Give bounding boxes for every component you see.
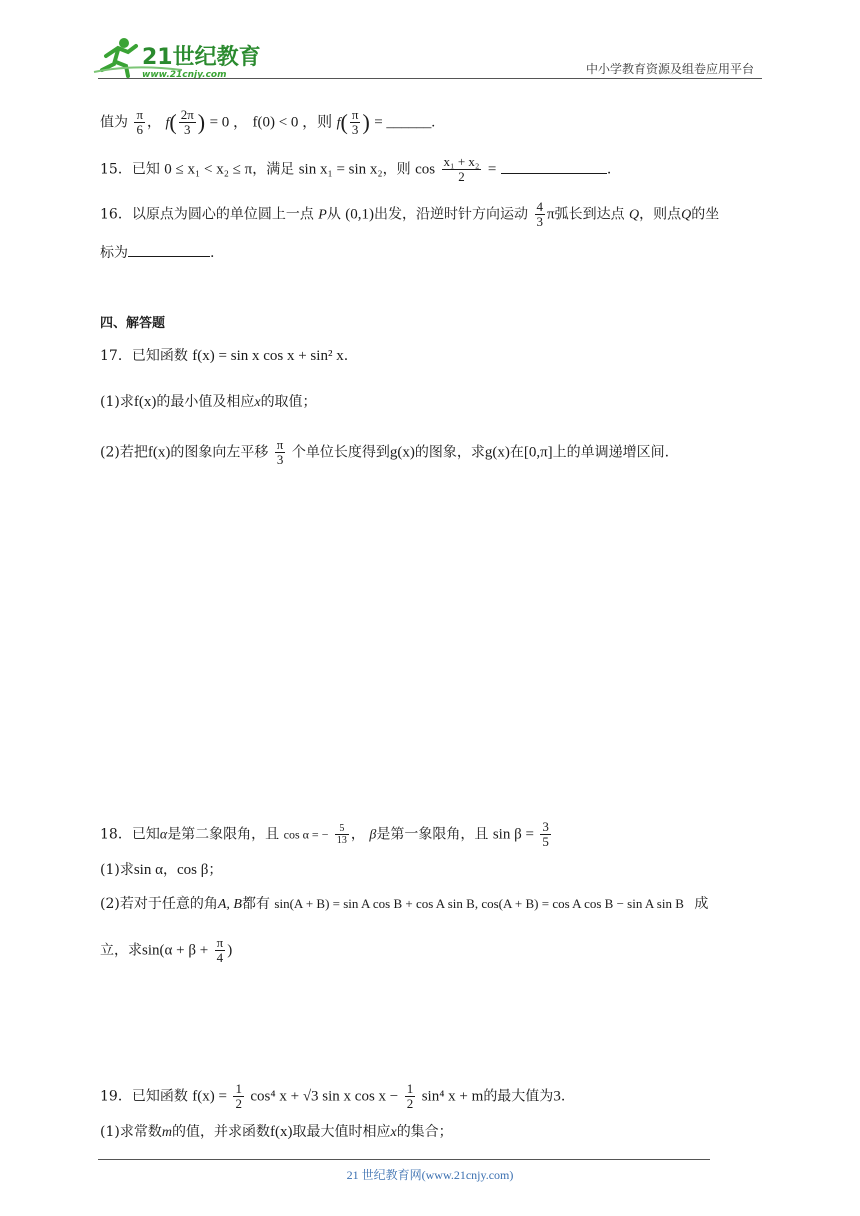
answer-blank-15[interactable]	[501, 159, 607, 174]
logo-url-text: www.21cnjy.com	[142, 70, 227, 80]
answer-blank-16[interactable]	[128, 242, 210, 257]
question-18-part-2: (2)若对于任意的角A, B都有 sin(A + B) = sin A cos B + cos A sin B, cos(A + B) = cos A cos B − sin A sin B 成	[100, 896, 709, 912]
question-18: 18．已知α是第二象限角，且 cos α = − $\frac{5}{13}$ ， β是第一象限角，且 sin β = $\frac{3}{5}$	[100, 819, 549, 849]
footer-link[interactable]: 21 世纪教育网(www.21cnjy.com)	[346, 1168, 514, 1182]
question-17-part-2: (2)若把f(x)的图象向左平移 $\frac{\pi}{3}$ 个单位长度得到g(x)的图象，求g(x)在[0,π]上的单调递增区间.	[100, 437, 670, 467]
section-heading: 四、解答题	[100, 316, 166, 331]
runner-logo-icon	[92, 34, 262, 80]
header-platform-text: 中小学教育资源及组卷应用平台	[585, 62, 754, 76]
question-16-line-2: 标为 .	[100, 242, 214, 263]
question-19-part-1: (1)求常数m的值，并求函数f(x)取最大值时相应x的集合；	[100, 1124, 453, 1140]
question-19: 19．已知函数 f(x) = $\frac{1}{2}$ cos⁴ x + √3 sin x cos x − $\frac{1}{2}$ sin⁴ x + m的最大值为3.	[100, 1081, 566, 1111]
q14-tail-line: 值为 $\frac{\pi}{6}$ ， f( $\frac{2\pi}{3}$ ) = 0 ， f(0) < 0 ，则 f( $\frac{\pi}{3}$ ) = ______.	[100, 107, 436, 137]
question-15: 15．已知 0 ≤ x₁ < x₂ ≤ π，满足 sin x₁ = sin x₂，则 cos $\frac{\text{x₁ + x₂}}{2}$ = .	[100, 154, 612, 184]
logo-text: 21世纪教育	[142, 45, 261, 70]
question-16: 16．以原点为圆心的单位圆上一点 P从 (0,1)出发，沿逆时针方向运动 $\frac{4}{3}$ π弧长到达点 Q，则点Q的坐	[100, 199, 720, 229]
header-divider	[98, 78, 762, 79]
question-17: 17．已知函数 f(x) = sin x cos x + sin² x.	[100, 348, 349, 364]
question-17-part-1: (1)求f(x)的最小值及相应x的取值；	[100, 394, 317, 410]
footer-divider	[98, 1159, 710, 1160]
site-logo	[92, 34, 262, 80]
question-18-part-1: (1)求sin α，cos β；	[100, 862, 223, 878]
question-18-part-2-line-2: 立，求sin(α + β + $\frac{\pi}{4}$ )	[100, 935, 233, 965]
